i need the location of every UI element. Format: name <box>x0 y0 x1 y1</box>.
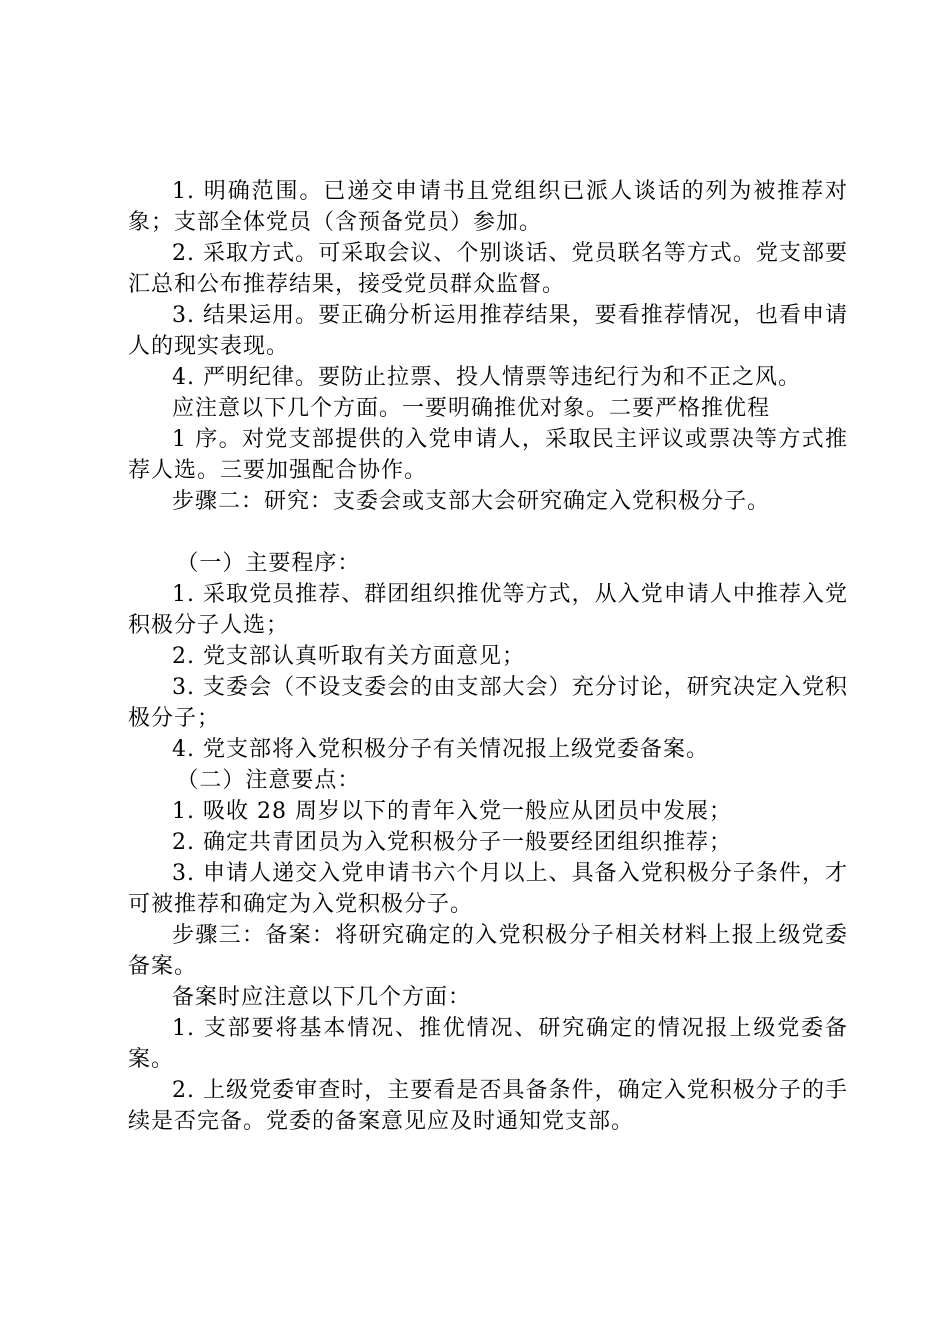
paragraph-3: 3. 结果运用。要正确分析运用推荐结果，要看推荐情况，也看申请人的现实表现。 <box>128 303 848 359</box>
paragraph-point-2: 2. 确定共青团员为入党积极分子一般要经团组织推荐； <box>172 830 732 855</box>
key-points-heading: （二）注意要点： <box>176 768 361 793</box>
paragraph-5: 应注意以下几个方面。一要明确推优对象。二要严格推优程 <box>172 396 771 421</box>
main-procedure-heading: （一）主要程序： <box>176 551 361 576</box>
paragraph-procedure-2: 2. 党支部认真听取有关方面意见； <box>172 644 525 669</box>
paragraph-filing-2: 2. 上级党委审查时，主要看是否具备条件，确定入党积极分子的手续是否完备。党委的备案意见应及时通知党支部。 <box>128 1078 848 1134</box>
paragraph-procedure-4: 4. 党支部将入党积极分子有关情况报上级党委备案。 <box>172 737 709 762</box>
blank-line <box>128 517 848 548</box>
paragraph-4: 4. 严明纪律。要防止拉票、投人情票等违纪行为和不正之风。 <box>172 365 801 390</box>
document-body <box>128 176 848 1137</box>
paragraph-procedure-3: 3. 支委会（不设支委会的由支部大会）充分讨论，研究决定入党积极分子； <box>128 675 848 731</box>
paragraph-2: 2. 采取方式。可采取会议、个别谈话、党员联名等方式。党支部要汇总和公布推荐结果，接受党员群众监督。 <box>128 241 848 297</box>
paragraph-procedure-1: 1. 采取党员推荐、群团组织推优等方式，从入党申请人中推荐入党积极分子人选； <box>128 582 848 638</box>
step-three-heading: 步骤三：备案：将研究确定的入党积极分子相关材料上报上级党委备案。 <box>128 923 848 979</box>
step-two-heading: 步骤二：研究：支委会或支部大会研究确定入党积极分子。 <box>172 489 771 514</box>
paragraph-1: 1. 明确范围。已递交申请书且党组织已派人谈话的列为被推荐对象；支部全体党员（含预备党员）参加。 <box>128 179 848 235</box>
paragraph-filing-1: 1. 支部要将基本情况、推优情况、研究确定的情况报上级党委备案。 <box>128 1016 848 1072</box>
filing-notes-heading: 备案时应注意以下几个方面： <box>172 985 472 1010</box>
paragraph-6: 1 序。对党支部提供的入党申请人，采取民主评议或票决等方式推荐人选。三要加强配合协作。 <box>128 427 848 483</box>
paragraph-point-3: 3. 申请人递交入党申请书六个月以上、具备入党积极分子条件，才可被推荐和确定为入党积极分子。 <box>128 861 848 917</box>
paragraph-point-1: 1. 吸收 28 周岁以下的青年入党一般应从团员中发展； <box>172 799 732 824</box>
